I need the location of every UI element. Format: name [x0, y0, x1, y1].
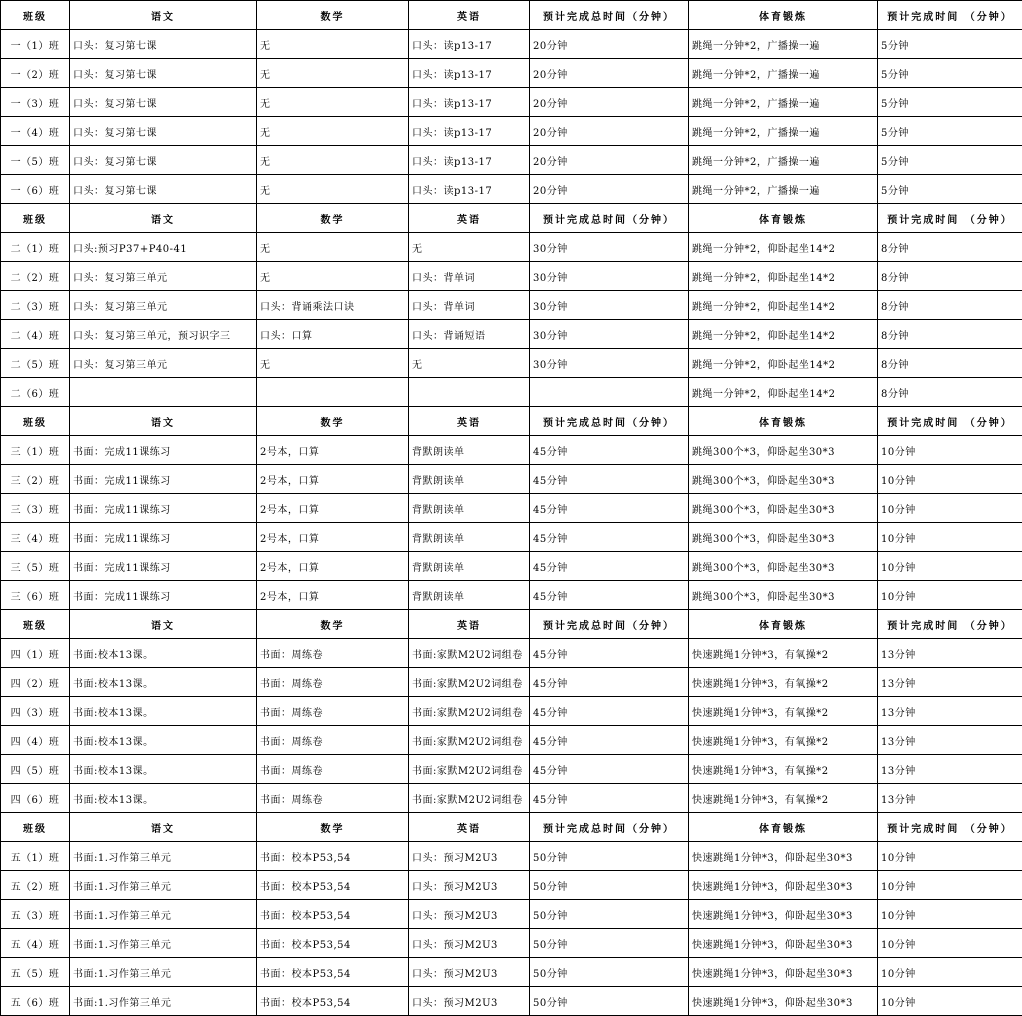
header-math: 数学 — [257, 204, 409, 233]
english-cell: 无 — [409, 233, 530, 262]
chinese-cell: 口头：复习第七课 — [70, 175, 257, 204]
english-cell: 口头：预习M2U3 — [409, 929, 530, 958]
header-english: 英语 — [409, 1, 530, 30]
math-cell: 无 — [257, 175, 409, 204]
table-row — [1, 88, 1022, 117]
chinese-cell: 书面:1.习作第三单元 — [70, 842, 257, 871]
class-cell: 五（2）班 — [1, 871, 70, 900]
total-time-cell: 50分钟 — [530, 958, 689, 987]
header-total-time: 预计完成总时间（分钟） — [530, 1, 689, 30]
table-row — [1, 494, 1022, 523]
class-cell: 三（4）班 — [1, 523, 70, 552]
header-chinese: 语文 — [70, 610, 257, 639]
pe-cell: 快速跳绳1分钟*3，有氧操*2 — [689, 668, 878, 697]
pe-time-cell: 13分钟 — [878, 668, 1022, 697]
chinese-cell: 书面：完成11课练习 — [70, 581, 257, 610]
total-time-cell: 50分钟 — [530, 900, 689, 929]
pe-time-cell: 10分钟 — [878, 465, 1022, 494]
header-english: 英语 — [409, 407, 530, 436]
table-row — [1, 552, 1022, 581]
table-row — [1, 30, 1022, 59]
math-cell — [257, 378, 409, 407]
total-time-cell: 45分钟 — [530, 552, 689, 581]
header-chinese: 语文 — [70, 813, 257, 842]
math-cell: 口头：背诵乘法口诀 — [257, 291, 409, 320]
total-time-cell: 20分钟 — [530, 175, 689, 204]
class-cell: 二（2）班 — [1, 262, 70, 291]
chinese-cell: 书面:1.习作第三单元 — [70, 929, 257, 958]
class-cell: 二（4）班 — [1, 320, 70, 349]
class-cell: 一（4）班 — [1, 117, 70, 146]
math-cell: 书面：周练卷 — [257, 697, 409, 726]
math-cell: 无 — [257, 349, 409, 378]
english-cell — [409, 378, 530, 407]
pe-cell: 跳绳一分钟*2，广播操一遍 — [689, 88, 878, 117]
pe-time-cell: 10分钟 — [878, 958, 1022, 987]
english-cell: 口头：读p13-17 — [409, 117, 530, 146]
total-time-cell: 45分钟 — [530, 639, 689, 668]
chinese-cell: 口头：复习第七课 — [70, 88, 257, 117]
pe-cell: 跳绳一分钟*2，仰卧起坐14*2 — [689, 233, 878, 262]
english-cell: 书面:家默M2U2词组卷 — [409, 784, 530, 813]
pe-cell: 跳绳一分钟*2，仰卧起坐14*2 — [689, 349, 878, 378]
pe-cell: 跳绳一分钟*2，仰卧起坐14*2 — [689, 378, 878, 407]
table-row — [1, 581, 1022, 610]
chinese-cell: 书面:校本13课。 — [70, 726, 257, 755]
table-row — [1, 726, 1022, 755]
pe-cell: 跳绳300个*3，仰卧起坐30*3 — [689, 494, 878, 523]
chinese-cell: 书面:1.习作第三单元 — [70, 900, 257, 929]
english-cell: 背默朗读单 — [409, 523, 530, 552]
pe-time-cell: 10分钟 — [878, 494, 1022, 523]
table-row — [1, 784, 1022, 813]
pe-cell: 跳绳一分钟*2，仰卧起坐14*2 — [689, 291, 878, 320]
table-row — [1, 958, 1022, 987]
class-cell: 一（6）班 — [1, 175, 70, 204]
header-english: 英语 — [409, 610, 530, 639]
header-row — [1, 813, 1022, 842]
english-cell: 口头：背单词 — [409, 262, 530, 291]
chinese-cell: 书面:1.习作第三单元 — [70, 958, 257, 987]
header-class: 班级 — [1, 204, 70, 233]
pe-cell: 跳绳一分钟*2，广播操一遍 — [689, 30, 878, 59]
chinese-cell: 口头：复习第三单元 — [70, 291, 257, 320]
math-cell: 书面：校本P53,54 — [257, 900, 409, 929]
chinese-cell: 书面:1.习作第三单元 — [70, 987, 257, 1016]
class-cell: 三（2）班 — [1, 465, 70, 494]
pe-cell: 快速跳绳1分钟*3，仰卧起坐30*3 — [689, 987, 878, 1016]
class-cell: 一（3）班 — [1, 88, 70, 117]
table-row — [1, 929, 1022, 958]
english-cell: 口头：读p13-17 — [409, 88, 530, 117]
pe-cell: 跳绳300个*3，仰卧起坐30*3 — [689, 465, 878, 494]
english-cell: 口头：读p13-17 — [409, 30, 530, 59]
english-cell: 口头：预习M2U3 — [409, 900, 530, 929]
math-cell: 书面：周练卷 — [257, 755, 409, 784]
chinese-cell: 书面：完成11课练习 — [70, 552, 257, 581]
header-chinese: 语文 — [70, 1, 257, 30]
math-cell: 2号本，口算 — [257, 436, 409, 465]
class-cell: 四（3）班 — [1, 697, 70, 726]
table-row — [1, 349, 1022, 378]
class-cell: 四（6）班 — [1, 784, 70, 813]
header-pe: 体育锻炼 — [689, 610, 878, 639]
english-cell: 口头：背单词 — [409, 291, 530, 320]
pe-time-cell: 10分钟 — [878, 871, 1022, 900]
chinese-cell: 口头：复习第七课 — [70, 30, 257, 59]
math-cell: 无 — [257, 30, 409, 59]
pe-time-cell: 10分钟 — [878, 523, 1022, 552]
header-math: 数学 — [257, 407, 409, 436]
math-cell: 无 — [257, 262, 409, 291]
table-row — [1, 639, 1022, 668]
class-cell: 四（2）班 — [1, 668, 70, 697]
english-cell: 背默朗读单 — [409, 436, 530, 465]
chinese-cell: 口头:预习P37+P40-41 — [70, 233, 257, 262]
table-row — [1, 871, 1022, 900]
table-row — [1, 900, 1022, 929]
math-cell: 书面：周练卷 — [257, 726, 409, 755]
math-cell: 无 — [257, 117, 409, 146]
total-time-cell: 30分钟 — [530, 262, 689, 291]
class-cell: 五（3）班 — [1, 900, 70, 929]
total-time-cell: 50分钟 — [530, 929, 689, 958]
class-cell: 三（1）班 — [1, 436, 70, 465]
pe-time-cell: 8分钟 — [878, 378, 1022, 407]
math-cell: 2号本，口算 — [257, 552, 409, 581]
chinese-cell: 书面：完成11课练习 — [70, 465, 257, 494]
class-cell: 二（3）班 — [1, 291, 70, 320]
chinese-cell: 口头：复习第三单元，预习识字三 — [70, 320, 257, 349]
english-cell: 口头：预习M2U3 — [409, 987, 530, 1016]
class-cell: 四（4）班 — [1, 726, 70, 755]
pe-cell: 快速跳绳1分钟*3，仰卧起坐30*3 — [689, 871, 878, 900]
table-row — [1, 117, 1022, 146]
header-pe: 体育锻炼 — [689, 1, 878, 30]
math-cell: 2号本，口算 — [257, 465, 409, 494]
class-cell: 三（3）班 — [1, 494, 70, 523]
english-cell: 口头：读p13-17 — [409, 146, 530, 175]
total-time-cell: 20分钟 — [530, 88, 689, 117]
total-time-cell: 45分钟 — [530, 465, 689, 494]
header-pe-time: 预计完成时间 （分钟） — [878, 813, 1022, 842]
class-cell: 四（1）班 — [1, 639, 70, 668]
pe-cell: 跳绳300个*3，仰卧起坐30*3 — [689, 436, 878, 465]
total-time-cell: 45分钟 — [530, 494, 689, 523]
class-cell: 五（5）班 — [1, 958, 70, 987]
header-pe: 体育锻炼 — [689, 407, 878, 436]
header-class: 班级 — [1, 407, 70, 436]
chinese-cell: 书面：完成11课练习 — [70, 523, 257, 552]
pe-time-cell: 13分钟 — [878, 697, 1022, 726]
chinese-cell: 书面:1.习作第三单元 — [70, 871, 257, 900]
math-cell: 书面：校本P53,54 — [257, 871, 409, 900]
total-time-cell: 20分钟 — [530, 59, 689, 88]
header-pe: 体育锻炼 — [689, 813, 878, 842]
total-time-cell: 45分钟 — [530, 784, 689, 813]
header-chinese: 语文 — [70, 407, 257, 436]
table-row — [1, 291, 1022, 320]
pe-cell: 快速跳绳1分钟*3，有氧操*2 — [689, 639, 878, 668]
pe-time-cell: 8分钟 — [878, 233, 1022, 262]
class-cell: 一（5）班 — [1, 146, 70, 175]
class-cell: 五（4）班 — [1, 929, 70, 958]
chinese-cell: 书面：完成11课练习 — [70, 436, 257, 465]
chinese-cell: 书面：完成11课练习 — [70, 494, 257, 523]
pe-cell: 跳绳一分钟*2，广播操一遍 — [689, 59, 878, 88]
math-cell: 口头：口算 — [257, 320, 409, 349]
pe-time-cell: 5分钟 — [878, 59, 1022, 88]
table-row — [1, 59, 1022, 88]
table-row — [1, 262, 1022, 291]
pe-time-cell: 13分钟 — [878, 726, 1022, 755]
math-cell: 无 — [257, 59, 409, 88]
chinese-cell: 口头：复习第七课 — [70, 59, 257, 88]
total-time-cell: 30分钟 — [530, 291, 689, 320]
pe-time-cell: 13分钟 — [878, 755, 1022, 784]
header-pe-time: 预计完成时间 （分钟） — [878, 1, 1022, 30]
header-class: 班级 — [1, 610, 70, 639]
pe-cell: 跳绳300个*3，仰卧起坐30*3 — [689, 581, 878, 610]
english-cell: 书面:家默M2U2词组卷 — [409, 639, 530, 668]
pe-cell: 跳绳一分钟*2，仰卧起坐14*2 — [689, 320, 878, 349]
english-cell: 背默朗读单 — [409, 581, 530, 610]
english-cell: 书面:家默M2U2词组卷 — [409, 668, 530, 697]
total-time-cell: 50分钟 — [530, 987, 689, 1016]
chinese-cell: 口头：复习第七课 — [70, 146, 257, 175]
header-row — [1, 407, 1022, 436]
english-cell: 口头：背诵短语 — [409, 320, 530, 349]
pe-cell: 跳绳一分钟*2，广播操一遍 — [689, 117, 878, 146]
pe-cell: 快速跳绳1分钟*3，仰卧起坐30*3 — [689, 842, 878, 871]
pe-time-cell: 13分钟 — [878, 784, 1022, 813]
table-row — [1, 175, 1022, 204]
pe-time-cell: 10分钟 — [878, 581, 1022, 610]
class-cell: 五（6）班 — [1, 987, 70, 1016]
pe-cell: 快速跳绳1分钟*3，有氧操*2 — [689, 726, 878, 755]
pe-time-cell: 5分钟 — [878, 30, 1022, 59]
header-row — [1, 204, 1022, 233]
english-cell: 口头：预习M2U3 — [409, 842, 530, 871]
english-cell: 书面:家默M2U2词组卷 — [409, 755, 530, 784]
total-time-cell: 45分钟 — [530, 436, 689, 465]
header-row — [1, 610, 1022, 639]
table-row — [1, 436, 1022, 465]
math-cell: 无 — [257, 88, 409, 117]
total-time-cell: 30分钟 — [530, 233, 689, 262]
table-row — [1, 697, 1022, 726]
pe-time-cell: 5分钟 — [878, 117, 1022, 146]
class-cell: 三（6）班 — [1, 581, 70, 610]
table-row — [1, 465, 1022, 494]
math-cell: 书面：校本P53,54 — [257, 842, 409, 871]
pe-time-cell: 10分钟 — [878, 900, 1022, 929]
total-time-cell: 50分钟 — [530, 842, 689, 871]
table-row — [1, 320, 1022, 349]
pe-time-cell: 8分钟 — [878, 262, 1022, 291]
math-cell: 书面：周练卷 — [257, 784, 409, 813]
total-time-cell: 45分钟 — [530, 581, 689, 610]
header-class: 班级 — [1, 813, 70, 842]
total-time-cell: 45分钟 — [530, 697, 689, 726]
class-cell: 一（1）班 — [1, 30, 70, 59]
pe-time-cell: 10分钟 — [878, 842, 1022, 871]
table-row — [1, 755, 1022, 784]
chinese-cell: 书面:校本13课。 — [70, 755, 257, 784]
total-time-cell: 20分钟 — [530, 30, 689, 59]
english-cell: 背默朗读单 — [409, 552, 530, 581]
math-cell: 书面：校本P53,54 — [257, 929, 409, 958]
table-row — [1, 842, 1022, 871]
pe-time-cell: 10分钟 — [878, 436, 1022, 465]
total-time-cell: 50分钟 — [530, 871, 689, 900]
header-pe-time: 预计完成时间 （分钟） — [878, 407, 1022, 436]
pe-cell: 跳绳一分钟*2，广播操一遍 — [689, 146, 878, 175]
header-math: 数学 — [257, 610, 409, 639]
header-chinese: 语文 — [70, 204, 257, 233]
pe-time-cell: 8分钟 — [878, 349, 1022, 378]
total-time-cell: 45分钟 — [530, 755, 689, 784]
pe-cell: 跳绳300个*3，仰卧起坐30*3 — [689, 552, 878, 581]
header-english: 英语 — [409, 813, 530, 842]
math-cell: 书面：周练卷 — [257, 639, 409, 668]
table-row — [1, 233, 1022, 262]
total-time-cell: 45分钟 — [530, 726, 689, 755]
header-english: 英语 — [409, 204, 530, 233]
pe-time-cell: 8分钟 — [878, 291, 1022, 320]
header-math: 数学 — [257, 1, 409, 30]
pe-time-cell: 10分钟 — [878, 987, 1022, 1016]
total-time-cell: 30分钟 — [530, 320, 689, 349]
table-body — [1, 1, 1022, 1016]
table-row — [1, 987, 1022, 1016]
english-cell: 背默朗读单 — [409, 494, 530, 523]
pe-time-cell: 10分钟 — [878, 552, 1022, 581]
pe-cell: 快速跳绳1分钟*3，仰卧起坐30*3 — [689, 958, 878, 987]
english-cell: 书面:家默M2U2词组卷 — [409, 697, 530, 726]
chinese-cell: 书面:校本13课。 — [70, 697, 257, 726]
math-cell: 无 — [257, 146, 409, 175]
header-total-time: 预计完成总时间（分钟） — [530, 204, 689, 233]
class-cell: 一（2）班 — [1, 59, 70, 88]
header-pe-time: 预计完成时间 （分钟） — [878, 204, 1022, 233]
chinese-cell: 口头：复习第三单元 — [70, 349, 257, 378]
header-math: 数学 — [257, 813, 409, 842]
total-time-cell: 45分钟 — [530, 523, 689, 552]
pe-time-cell: 10分钟 — [878, 929, 1022, 958]
chinese-cell: 口头：复习第七课 — [70, 117, 257, 146]
math-cell: 书面：校本P53,54 — [257, 987, 409, 1016]
header-pe-time: 预计完成时间 （分钟） — [878, 610, 1022, 639]
pe-time-cell: 8分钟 — [878, 320, 1022, 349]
class-cell: 二（1）班 — [1, 233, 70, 262]
table-row — [1, 378, 1022, 407]
math-cell: 无 — [257, 233, 409, 262]
class-cell: 三（5）班 — [1, 552, 70, 581]
header-class: 班级 — [1, 1, 70, 30]
header-total-time: 预计完成总时间（分钟） — [530, 610, 689, 639]
total-time-cell: 20分钟 — [530, 146, 689, 175]
chinese-cell: 书面:校本13课。 — [70, 668, 257, 697]
table-row — [1, 668, 1022, 697]
pe-cell: 快速跳绳1分钟*3，有氧操*2 — [689, 697, 878, 726]
pe-cell: 快速跳绳1分钟*3，仰卧起坐30*3 — [689, 929, 878, 958]
pe-cell: 跳绳一分钟*2，广播操一遍 — [689, 175, 878, 204]
header-total-time: 预计完成总时间（分钟） — [530, 407, 689, 436]
math-cell: 书面：周练卷 — [257, 668, 409, 697]
math-cell: 书面：校本P53,54 — [257, 958, 409, 987]
header-pe: 体育锻炼 — [689, 204, 878, 233]
class-cell: 二（6）班 — [1, 378, 70, 407]
math-cell: 2号本，口算 — [257, 523, 409, 552]
math-cell: 2号本，口算 — [257, 494, 409, 523]
class-cell: 五（1）班 — [1, 842, 70, 871]
math-cell: 2号本，口算 — [257, 581, 409, 610]
pe-time-cell: 13分钟 — [878, 639, 1022, 668]
pe-time-cell: 5分钟 — [878, 88, 1022, 117]
pe-cell: 快速跳绳1分钟*3，有氧操*2 — [689, 755, 878, 784]
total-time-cell: 45分钟 — [530, 668, 689, 697]
chinese-cell: 口头：复习第三单元 — [70, 262, 257, 291]
pe-cell: 快速跳绳1分钟*3，有氧操*2 — [689, 784, 878, 813]
english-cell: 口头：预习M2U3 — [409, 958, 530, 987]
english-cell: 背默朗读单 — [409, 465, 530, 494]
chinese-cell: 书面:校本13课。 — [70, 639, 257, 668]
header-row — [1, 1, 1022, 30]
total-time-cell: 30分钟 — [530, 349, 689, 378]
english-cell: 无 — [409, 349, 530, 378]
english-cell: 书面:家默M2U2词组卷 — [409, 726, 530, 755]
pe-cell: 跳绳300个*3，仰卧起坐30*3 — [689, 523, 878, 552]
english-cell: 口头：预习M2U3 — [409, 871, 530, 900]
pe-time-cell: 5分钟 — [878, 146, 1022, 175]
english-cell: 口头：读p13-17 — [409, 175, 530, 204]
pe-time-cell: 5分钟 — [878, 175, 1022, 204]
total-time-cell: 20分钟 — [530, 117, 689, 146]
english-cell: 口头：读p13-17 — [409, 59, 530, 88]
table-row — [1, 146, 1022, 175]
chinese-cell — [70, 378, 257, 407]
class-cell: 二（5）班 — [1, 349, 70, 378]
chinese-cell: 书面:校本13课。 — [70, 784, 257, 813]
class-cell: 四（5）班 — [1, 755, 70, 784]
header-total-time: 预计完成总时间（分钟） — [530, 813, 689, 842]
pe-cell: 跳绳一分钟*2，仰卧起坐14*2 — [689, 262, 878, 291]
table-row — [1, 523, 1022, 552]
pe-cell: 快速跳绳1分钟*3，仰卧起坐30*3 — [689, 900, 878, 929]
total-time-cell — [530, 378, 689, 407]
